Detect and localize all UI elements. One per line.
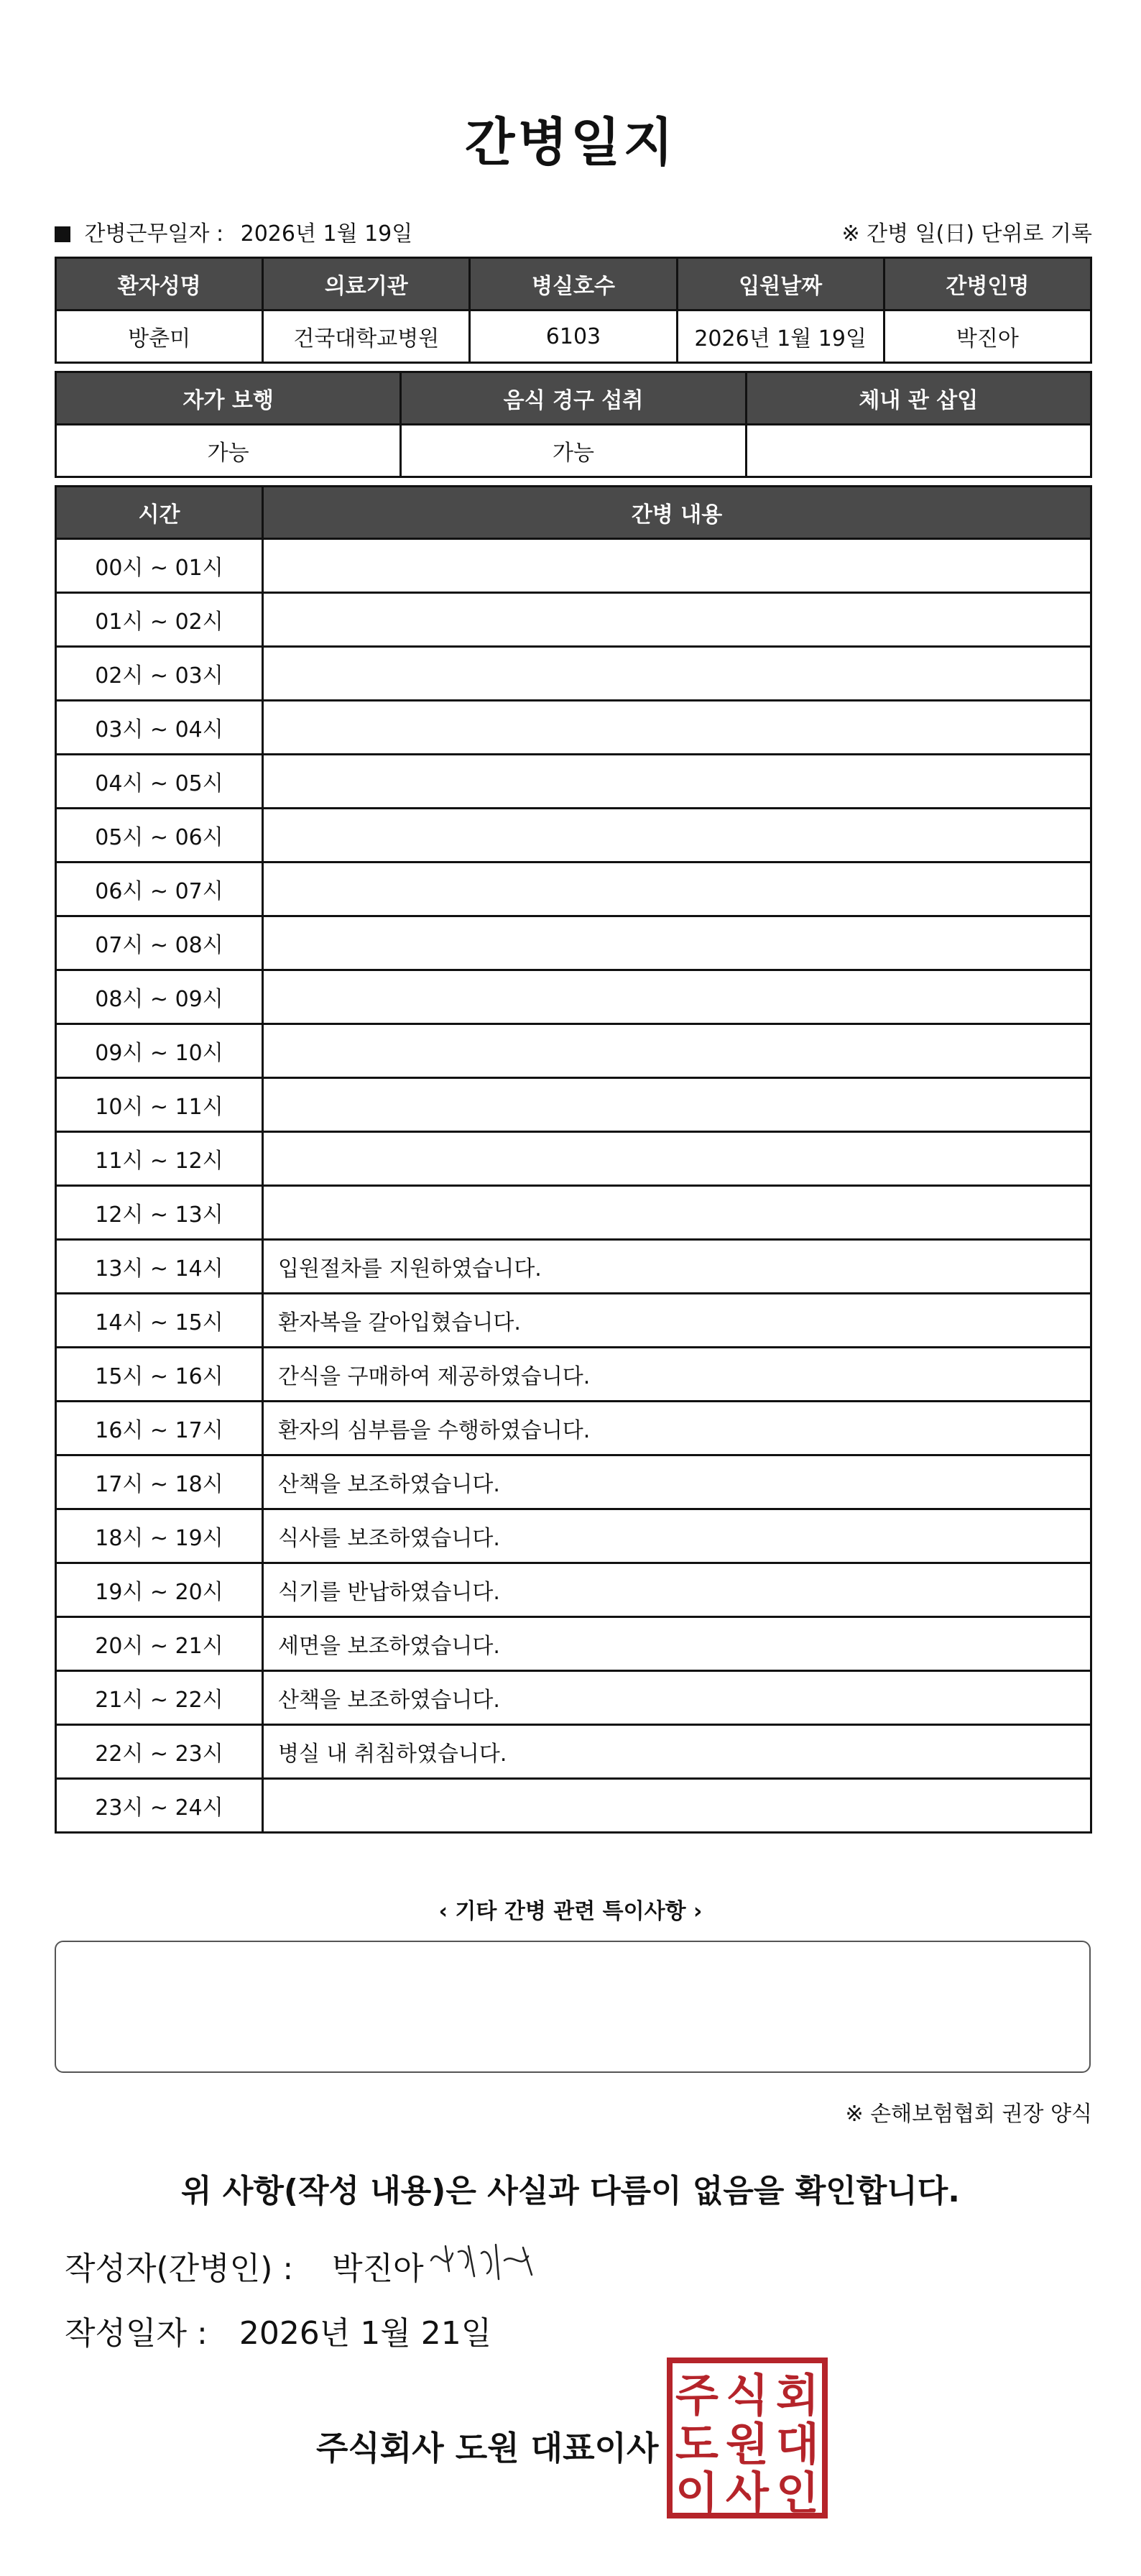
care-log-content (263, 1078, 1091, 1132)
header-hospital: 의료기관 (263, 258, 470, 310)
care-log-content (263, 593, 1091, 647)
header-walking: 자가 보행 (56, 372, 401, 425)
care-log-time: 20시 ~ 21시 (56, 1617, 263, 1671)
svg-text:주: 주 (675, 2369, 719, 2421)
care-log-time: 21시 ~ 22시 (56, 1671, 263, 1725)
notes-title: ‹ 기타 간병 관련 특이사항 › (438, 1899, 703, 1924)
header-patient-name: 환자성명 (56, 258, 263, 310)
care-log-row (56, 647, 1091, 701)
notes-text (56, 1942, 1089, 1971)
care-log-content (263, 1024, 1091, 1078)
company-signature-line: 주식회사 도원 대표이사 (316, 2429, 659, 2467)
care-log-row (56, 809, 1091, 862)
care-log-row (56, 1617, 1091, 1671)
care-log-content: 환자의 심부름을 수행하였습니다. (263, 1402, 1091, 1455)
care-log-row (56, 1671, 1091, 1725)
svg-text:회: 회 (776, 2369, 819, 2421)
care-log-content (263, 647, 1091, 701)
care-log-time: 19시 ~ 20시 (56, 1563, 263, 1617)
header-room: 병실호수 (470, 258, 677, 310)
care-log-row (56, 1240, 1091, 1294)
care-log-time: 10시 ~ 11시 (56, 1078, 263, 1132)
care-log-content (263, 1779, 1091, 1833)
header-tube: 체내 관 삽입 (746, 372, 1091, 425)
svg-text:인: 인 (776, 2467, 819, 2519)
care-log-content: 산책을 보조하였습니다. (263, 1455, 1091, 1509)
care-log-content (263, 1132, 1091, 1186)
care-log-body (56, 539, 1091, 1833)
care-log-row (56, 1563, 1091, 1617)
caregiver-name: 박진아 (884, 310, 1091, 363)
svg-text:이: 이 (675, 2467, 719, 2519)
care-log-content (263, 755, 1091, 809)
care-log-row (56, 593, 1091, 647)
care-log-row (56, 1779, 1091, 1833)
care-log-row (56, 970, 1091, 1024)
written-date-label: 작성일자 : (65, 2315, 208, 2352)
admission-date: 2026년 1월 19일 (677, 310, 884, 363)
care-log-row (56, 1078, 1091, 1132)
care-log-row (56, 1402, 1091, 1455)
care-log-row (56, 1348, 1091, 1402)
tube-status (746, 425, 1091, 477)
square-bullet-icon (55, 226, 70, 242)
care-log-row (56, 1455, 1091, 1509)
care-log-time: 05시 ~ 06시 (56, 809, 263, 862)
care-log-content (263, 539, 1091, 593)
care-log-content: 간식을 구매하여 제공하였습니다. (263, 1348, 1091, 1402)
care-log-table (55, 485, 1092, 1834)
care-log-time: 15시 ~ 16시 (56, 1348, 263, 1402)
writer-name: 박진아 (332, 2250, 424, 2287)
handwritten-signature (424, 2232, 546, 2289)
care-log-time: 13시 ~ 14시 (56, 1240, 263, 1294)
page-title: 간병일지 (464, 112, 677, 172)
care-log-row (56, 1132, 1091, 1186)
care-log-content: 식사를 보조하였습니다. (263, 1509, 1091, 1563)
company-seal-stamp (665, 2356, 829, 2520)
care-log-time: 02시 ~ 03시 (56, 647, 263, 701)
header-care-content: 간병 내용 (263, 487, 1091, 539)
care-log-content (263, 916, 1091, 970)
header-admission-date: 입원날짜 (677, 258, 884, 310)
care-log-row (56, 1294, 1091, 1348)
care-log-time: 00시 ~ 01시 (56, 539, 263, 593)
care-log-time: 06시 ~ 07시 (56, 862, 263, 916)
care-log-row (56, 701, 1091, 755)
patient-info-table (55, 257, 1092, 364)
care-log-row (56, 862, 1091, 916)
work-date (55, 216, 412, 247)
care-log-content (263, 970, 1091, 1024)
header-oral-intake: 음식 경구 섭취 (401, 372, 746, 425)
care-log-time: 08시 ~ 09시 (56, 970, 263, 1024)
unit-note: ※ 간병 일(日) 단위로 기록 (841, 221, 1092, 247)
care-log-time: 01시 ~ 02시 (56, 593, 263, 647)
care-log-time: 16시 ~ 17시 (56, 1402, 263, 1455)
care-log-content: 산책을 보조하였습니다. (263, 1671, 1091, 1725)
work-date-value: 2026년 1월 19일 (240, 221, 413, 247)
care-log-row (56, 1509, 1091, 1563)
care-log-time: 18시 ~ 19시 (56, 1509, 263, 1563)
hospital: 건국대학교병원 (263, 310, 470, 363)
care-log-content (263, 701, 1091, 755)
care-log-row (56, 539, 1091, 593)
care-log-row (56, 1024, 1091, 1078)
care-log-content (263, 1186, 1091, 1240)
care-log-row (56, 916, 1091, 970)
patient-status-table (55, 371, 1092, 478)
written-date-line (65, 2307, 491, 2353)
care-log-time: 23시 ~ 24시 (56, 1779, 263, 1833)
care-log-time: 04시 ~ 05시 (56, 755, 263, 809)
room-number: 6103 (470, 310, 677, 363)
care-log-time: 17시 ~ 18시 (56, 1455, 263, 1509)
care-log-content: 식기를 반납하였습니다. (263, 1563, 1091, 1617)
care-log-time: 09시 ~ 10시 (56, 1024, 263, 1078)
svg-text:사: 사 (726, 2467, 769, 2519)
patient-name: 방춘미 (56, 310, 263, 363)
care-log-time: 07시 ~ 08시 (56, 916, 263, 970)
work-date-label: 간병근무일자 : (84, 221, 224, 247)
oral-intake-status: 가능 (401, 425, 746, 477)
care-log-content: 입원절차를 지원하였습니다. (263, 1240, 1091, 1294)
written-date: 2026년 1월 21일 (239, 2315, 492, 2352)
care-log-time: 03시 ~ 04시 (56, 701, 263, 755)
care-log-content: 병실 내 취침하였습니다. (263, 1725, 1091, 1779)
svg-text:대: 대 (776, 2418, 819, 2470)
care-log-row (56, 755, 1091, 809)
header-caregiver: 간병인명 (884, 258, 1091, 310)
care-log-row (56, 1725, 1091, 1779)
svg-text:식: 식 (726, 2369, 769, 2421)
care-log-time: 22시 ~ 23시 (56, 1725, 263, 1779)
walking-status: 가능 (56, 425, 401, 477)
care-log-content: 환자복을 갈아입혔습니다. (263, 1294, 1091, 1348)
care-log-content: 세면을 보조하였습니다. (263, 1617, 1091, 1671)
care-log-content (263, 809, 1091, 862)
writer-line (65, 2242, 424, 2288)
care-log-time: 12시 ~ 13시 (56, 1186, 263, 1240)
notes-box (55, 1941, 1091, 2073)
care-log-time: 11시 ~ 12시 (56, 1132, 263, 1186)
care-log-time: 14시 ~ 15시 (56, 1294, 263, 1348)
insurer-note: ※ 손해보험협회 권장 양식 (845, 2102, 1092, 2127)
work-date-line (55, 216, 1092, 247)
care-log-content (263, 862, 1091, 916)
header-time: 시간 (56, 487, 263, 539)
confirmation-statement: 위 사항(작성 내용)은 사실과 다름이 없음을 확인합니다. (181, 2173, 960, 2209)
svg-text:원: 원 (726, 2418, 769, 2470)
care-log-row (56, 1186, 1091, 1240)
writer-label: 작성자(간병인) : (65, 2250, 294, 2287)
svg-text:도: 도 (675, 2418, 719, 2470)
